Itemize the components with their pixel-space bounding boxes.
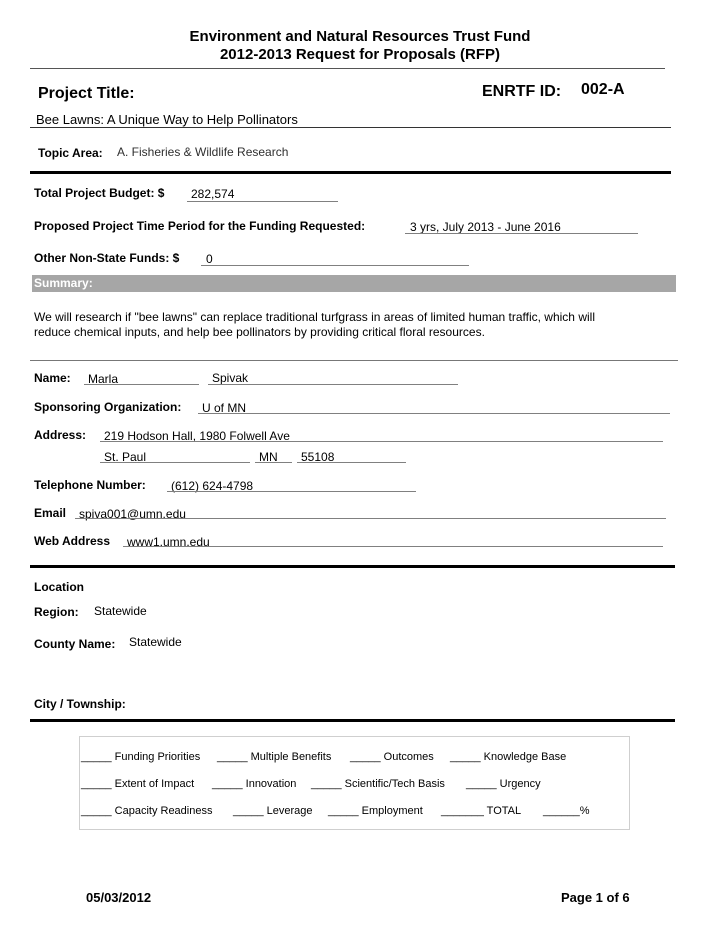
web-address-label: Web Address — [34, 534, 111, 548]
time-period-label: Proposed Project Time Period for the Funding Requested: — [34, 219, 366, 233]
nonstate-funds-value: 0 — [206, 252, 213, 266]
address-city-underline — [100, 462, 250, 463]
score-urgency: _____ Urgency — [466, 778, 541, 790]
header-divider — [30, 68, 665, 69]
score-scientific-tech-basis: _____ Scientific/Tech Basis — [311, 778, 445, 790]
email-underline — [75, 518, 666, 519]
last-name-value: Spivak — [212, 371, 249, 385]
score-outcomes: _____ Outcomes — [350, 751, 434, 763]
region-value: Statewide — [94, 604, 147, 618]
title-divider — [30, 127, 671, 128]
project-title-value: Bee Lawns: A Unique Way to Help Pollinators — [36, 112, 298, 127]
score-employment: _____ Employment — [328, 805, 423, 817]
score-percent: ______% — [543, 805, 590, 817]
first-name-value: Marla — [88, 372, 119, 386]
web-address-underline — [123, 546, 663, 547]
time-period-underline — [405, 233, 638, 234]
enrtf-id-label: ENRTF ID: — [482, 83, 562, 100]
topic-area-label: Topic Area: — [38, 146, 103, 160]
score-innovation: _____ Innovation — [212, 778, 297, 790]
summary-text-line1: We will research if "bee lawns" can replace traditional turfgrass in areas of limited human traffic, which will — [34, 310, 595, 324]
topic-area-value: A. Fisheries & Wildlife Research — [117, 145, 289, 159]
address-state-underline — [255, 462, 292, 463]
address-zip-underline — [297, 462, 406, 463]
nonstate-funds-underline — [201, 265, 469, 266]
address-zip-value: 55108 — [301, 450, 335, 464]
enrtf-id-value: 002-A — [581, 81, 625, 98]
score-leverage: _____ Leverage — [233, 805, 313, 817]
header-subtitle: 2012-2013 Request for Proposals (RFP) — [219, 46, 501, 63]
score-total: _______ TOTAL — [441, 805, 522, 817]
address-label: Address: — [34, 428, 87, 442]
footer-page-number: Page 1 of 6 — [561, 890, 630, 905]
address-street-underline — [100, 441, 663, 442]
county-name-label: County Name: — [34, 637, 116, 651]
score-multiple-benefits: _____ Multiple Benefits — [217, 751, 332, 763]
telephone-underline — [167, 491, 416, 492]
total-budget-underline — [187, 201, 338, 202]
location-heading: Location — [34, 580, 84, 594]
score-funding-priorities: _____ Funding Priorities — [81, 751, 201, 763]
sponsoring-org-underline — [198, 413, 670, 414]
address-street-value: 219 Hodson Hall, 1980 Folwell Ave — [104, 429, 290, 443]
total-budget-label: Total Project Budget: $ — [34, 186, 165, 200]
header-title: Environment and Natural Resources Trust Fund — [189, 28, 531, 45]
score-extent-of-impact: _____ Extent of Impact — [81, 778, 195, 790]
score-knowledge-base: _____ Knowledge Base — [450, 751, 567, 763]
contact-divider — [30, 565, 675, 568]
score-capacity-readiness: _____ Capacity Readiness — [81, 805, 213, 817]
project-title-label: Project Title: — [38, 85, 135, 102]
email-label: Email — [34, 506, 67, 520]
last-name-underline — [208, 384, 458, 385]
footer-date: 05/03/2012 — [86, 890, 152, 905]
summary-heading: Summary: — [32, 275, 676, 292]
nonstate-funds-label: Other Non-State Funds: $ — [34, 251, 180, 265]
telephone-value: (612) 624-4798 — [171, 479, 254, 493]
county-name-value: Statewide — [129, 635, 182, 649]
city-township-label: City / Township: — [34, 697, 126, 711]
address-state-value: MN — [259, 450, 278, 464]
name-label: Name: — [34, 371, 71, 385]
web-address-value: www1.umn.edu — [127, 535, 210, 549]
topic-divider — [30, 171, 671, 174]
email-value: spiva001@umn.edu — [79, 507, 186, 521]
total-budget-value: 282,574 — [191, 187, 235, 201]
address-city-value: St. Paul — [104, 450, 147, 464]
location-divider — [30, 719, 675, 722]
time-period-value: 3 yrs, July 2013 - June 2016 — [410, 220, 561, 234]
sponsoring-org-label: Sponsoring Organization: — [34, 400, 182, 414]
summary-divider — [30, 360, 678, 361]
sponsoring-org-value: U of MN — [202, 401, 247, 415]
summary-text-line2: reduce chemical inputs, and help bee pollinators by providing critical floral resources. — [34, 325, 485, 339]
region-label: Region: — [34, 605, 79, 619]
first-name-underline — [84, 384, 199, 385]
telephone-label: Telephone Number: — [34, 478, 146, 492]
